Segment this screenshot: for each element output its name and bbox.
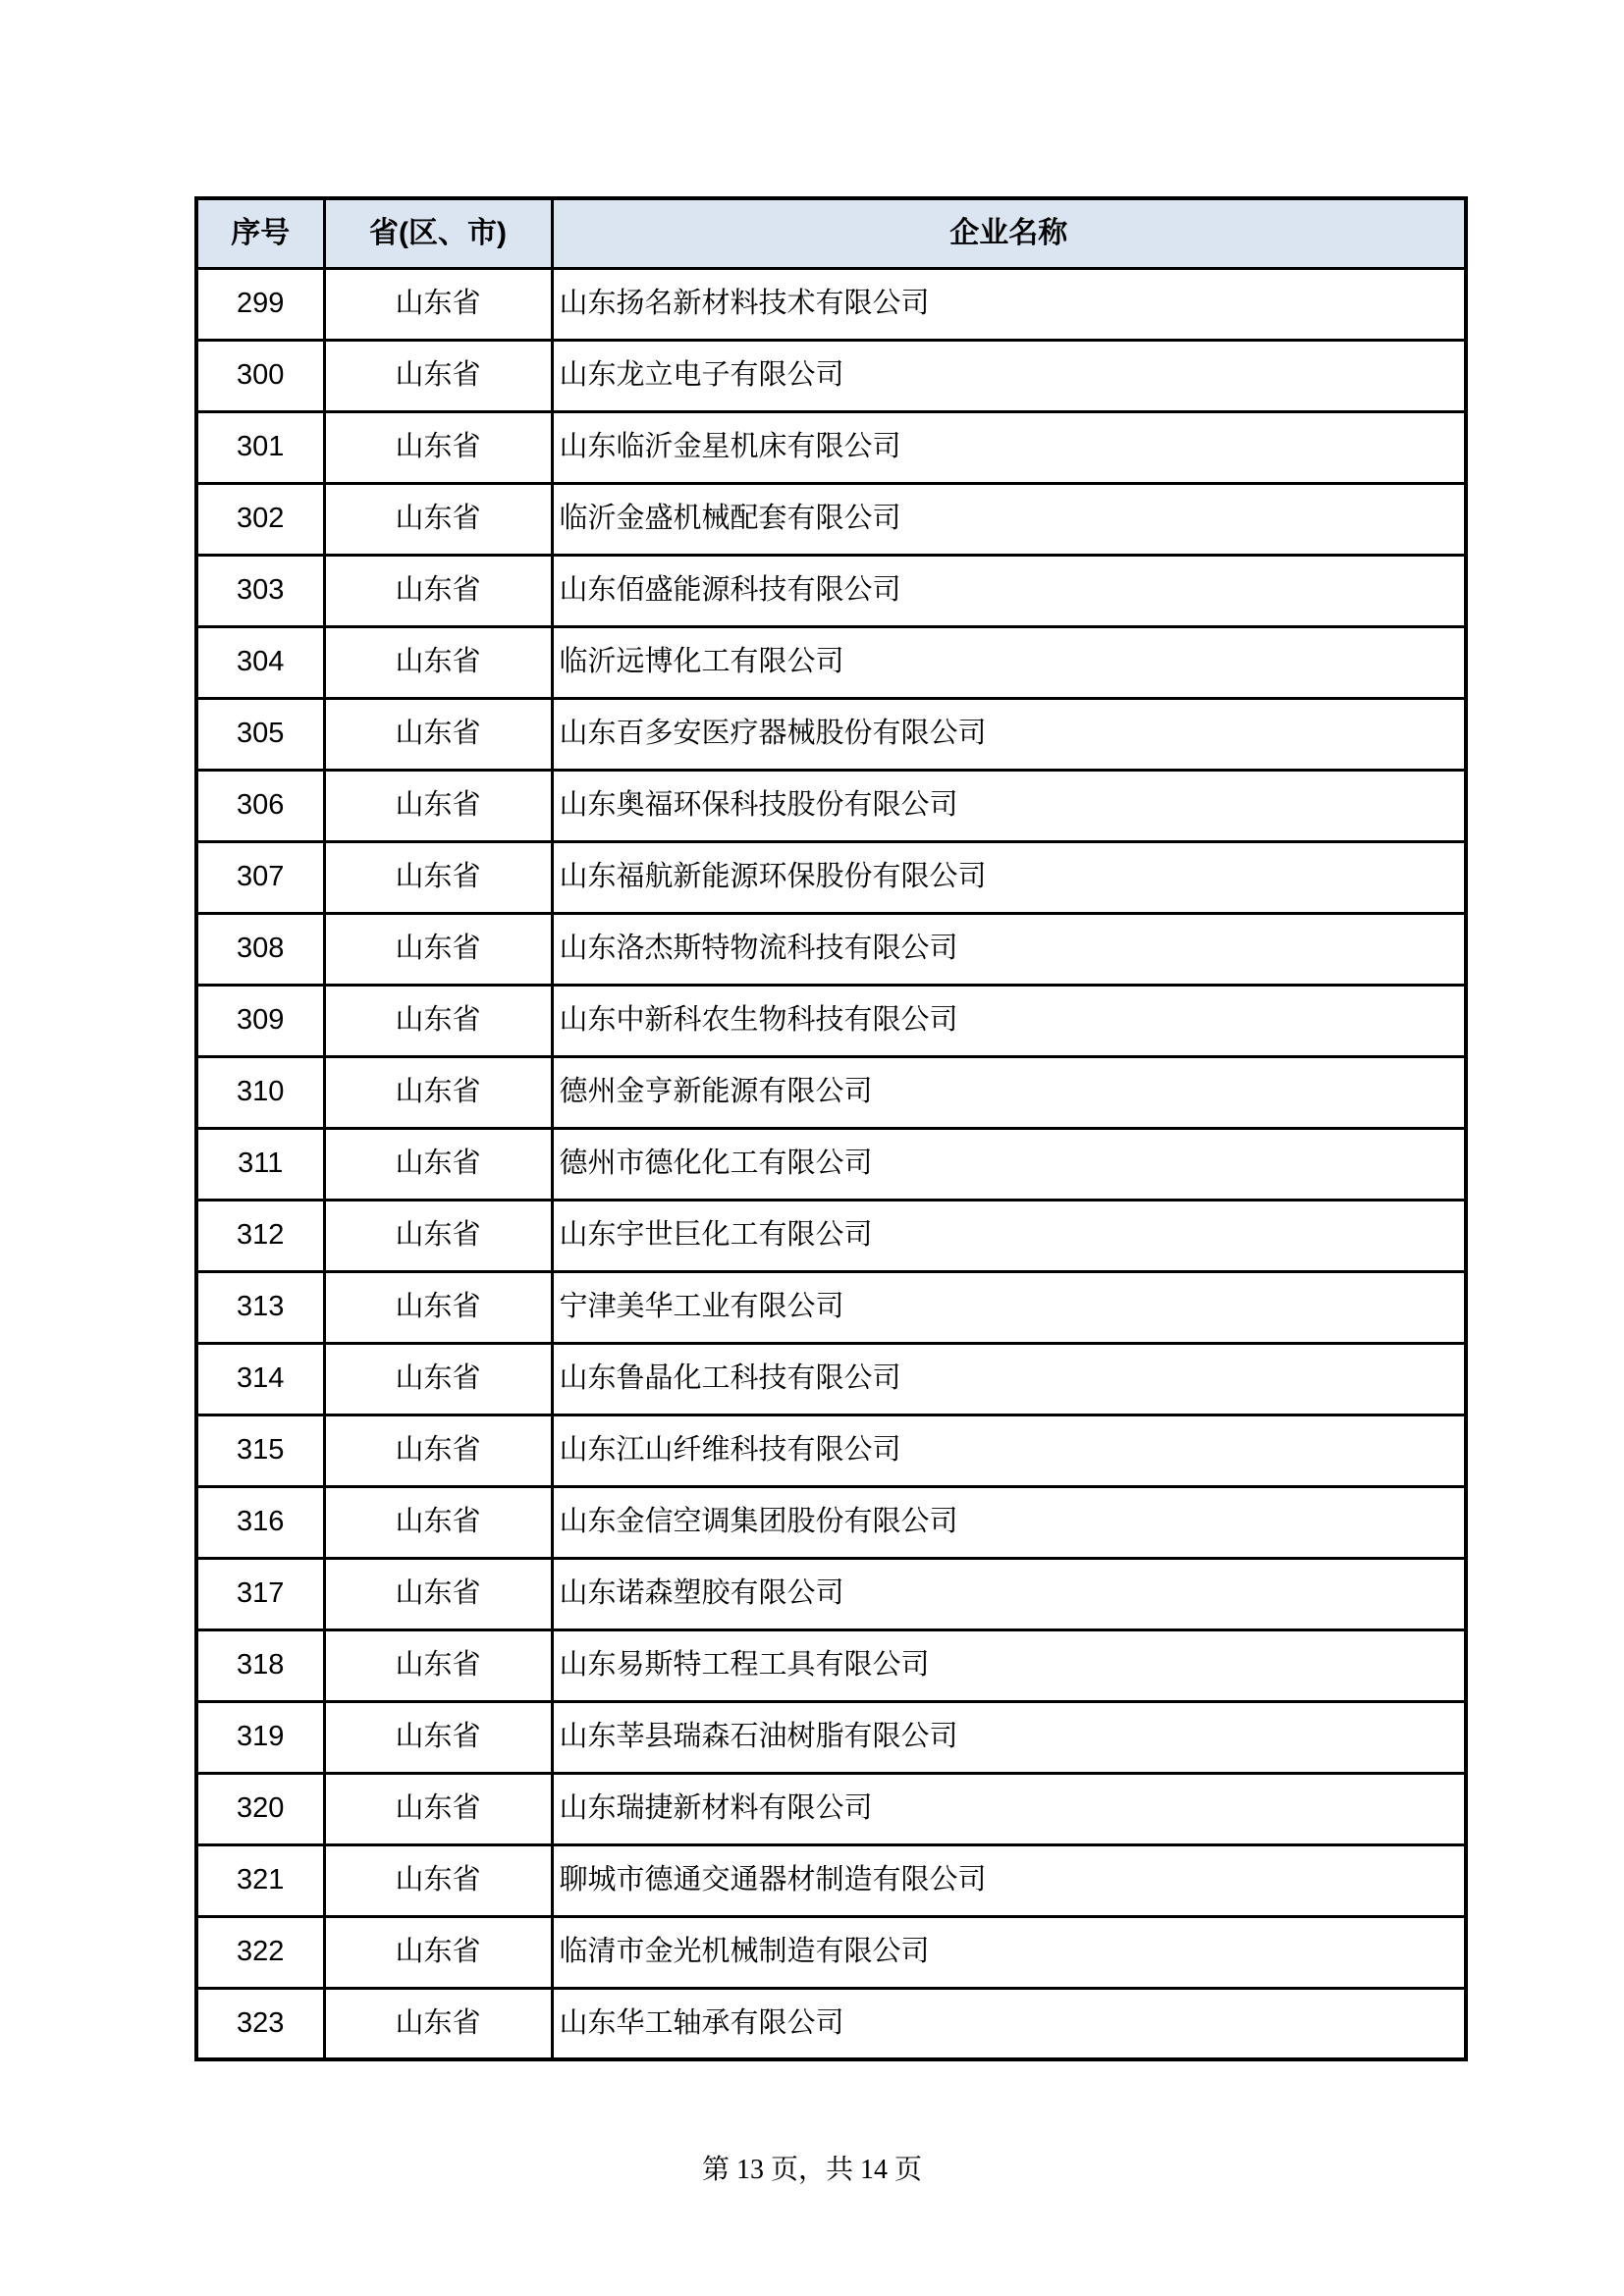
page-number-footer: 第 13 页，共 14 页 (701, 2155, 922, 2185)
row-province: 山东省 (324, 1773, 552, 1844)
row-no: 300 (196, 340, 324, 411)
row-company: 山东中新科农生物科技有限公司 (552, 985, 1466, 1056)
row-company: 山东易斯特工程工具有限公司 (552, 1629, 1466, 1701)
row-company: 山东诺森塑胶有限公司 (552, 1558, 1466, 1629)
row-no: 322 (196, 1916, 324, 1988)
table-header (196, 198, 1466, 268)
row-company: 德州市德化化工有限公司 (552, 1128, 1466, 1200)
row-no: 304 (196, 626, 324, 698)
row-province: 山东省 (324, 913, 552, 985)
table-row (196, 913, 1466, 985)
row-province: 山东省 (324, 1056, 552, 1128)
row-no: 303 (196, 555, 324, 626)
row-company: 山东奥福环保科技股份有限公司 (552, 770, 1466, 841)
row-no: 316 (196, 1486, 324, 1558)
row-no: 305 (196, 698, 324, 770)
row-province: 山东省 (324, 340, 552, 411)
table-row (196, 1128, 1466, 1200)
row-no: 315 (196, 1415, 324, 1486)
row-no: 312 (196, 1200, 324, 1271)
row-province: 山东省 (324, 770, 552, 841)
row-no: 321 (196, 1844, 324, 1916)
table-row (196, 555, 1466, 626)
table-row (196, 770, 1466, 841)
table-row (196, 1629, 1466, 1701)
row-province: 山东省 (324, 1844, 552, 1916)
row-company: 临清市金光机械制造有限公司 (552, 1916, 1466, 1988)
row-province: 山东省 (324, 1415, 552, 1486)
row-province: 山东省 (324, 1200, 552, 1271)
row-company: 山东洛杰斯特物流科技有限公司 (552, 913, 1466, 985)
row-no: 309 (196, 985, 324, 1056)
row-province: 山东省 (324, 626, 552, 698)
row-no: 314 (196, 1343, 324, 1415)
table-row (196, 1271, 1466, 1343)
table-row (196, 1415, 1466, 1486)
table-row (196, 1486, 1466, 1558)
table-row (196, 1056, 1466, 1128)
row-province: 山东省 (324, 698, 552, 770)
row-province: 山东省 (324, 841, 552, 913)
row-province: 山东省 (324, 1343, 552, 1415)
row-province: 山东省 (324, 1128, 552, 1200)
table-row (196, 1200, 1466, 1271)
row-province: 山东省 (324, 1271, 552, 1343)
row-no: 320 (196, 1773, 324, 1844)
row-no: 308 (196, 913, 324, 985)
table-row (196, 483, 1466, 555)
table-row (196, 626, 1466, 698)
table-row (196, 1558, 1466, 1629)
table-row (196, 985, 1466, 1056)
company-table (194, 196, 1468, 2061)
row-no: 318 (196, 1629, 324, 1701)
table-row (196, 841, 1466, 913)
row-province: 山东省 (324, 411, 552, 483)
table-row (196, 1701, 1466, 1773)
table-body (196, 268, 1466, 2059)
row-province: 山东省 (324, 1558, 552, 1629)
row-company: 临沂远博化工有限公司 (552, 626, 1466, 698)
row-province: 山东省 (324, 555, 552, 626)
table-row (196, 1773, 1466, 1844)
table-row (196, 698, 1466, 770)
row-no: 323 (196, 1988, 324, 2059)
row-no: 301 (196, 411, 324, 483)
row-province: 山东省 (324, 1486, 552, 1558)
row-no: 319 (196, 1701, 324, 1773)
row-no: 311 (196, 1128, 324, 1200)
row-province: 山东省 (324, 268, 552, 340)
table-row (196, 1844, 1466, 1916)
header-cell-province: 省(区、市) (324, 198, 552, 268)
row-company: 聊城市德通交通器材制造有限公司 (552, 1844, 1466, 1916)
header-cell-no: 序号 (196, 198, 324, 268)
row-company: 山东华工轴承有限公司 (552, 1988, 1466, 2059)
row-company: 山东福航新能源环保股份有限公司 (552, 841, 1466, 913)
table-row (196, 1343, 1466, 1415)
row-no: 299 (196, 268, 324, 340)
row-province: 山东省 (324, 1701, 552, 1773)
row-company: 山东扬名新材料技术有限公司 (552, 268, 1466, 340)
row-company: 山东临沂金星机床有限公司 (552, 411, 1466, 483)
row-company: 山东百多安医疗器械股份有限公司 (552, 698, 1466, 770)
row-company: 德州金亨新能源有限公司 (552, 1056, 1466, 1128)
row-company: 山东鲁晶化工科技有限公司 (552, 1343, 1466, 1415)
row-company: 山东莘县瑞森石油树脂有限公司 (552, 1701, 1466, 1773)
row-province: 山东省 (324, 483, 552, 555)
row-company: 山东江山纤维科技有限公司 (552, 1415, 1466, 1486)
row-no: 313 (196, 1271, 324, 1343)
row-company: 临沂金盛机械配套有限公司 (552, 483, 1466, 555)
row-company: 宁津美华工业有限公司 (552, 1271, 1466, 1343)
row-company: 山东佰盛能源科技有限公司 (552, 555, 1466, 626)
table-row (196, 268, 1466, 340)
row-no: 307 (196, 841, 324, 913)
row-no: 317 (196, 1558, 324, 1629)
header-cell-company: 企业名称 (552, 198, 1466, 268)
row-province: 山东省 (324, 1629, 552, 1701)
row-no: 302 (196, 483, 324, 555)
row-province: 山东省 (324, 1916, 552, 1988)
row-company: 山东宇世巨化工有限公司 (552, 1200, 1466, 1271)
table-header-row (196, 198, 1466, 268)
row-province: 山东省 (324, 985, 552, 1056)
row-company: 山东龙立电子有限公司 (552, 340, 1466, 411)
table-row (196, 1916, 1466, 1988)
row-no: 306 (196, 770, 324, 841)
row-company: 山东瑞捷新材料有限公司 (552, 1773, 1466, 1844)
row-no: 310 (196, 1056, 324, 1128)
row-province: 山东省 (324, 1988, 552, 2059)
table-row (196, 340, 1466, 411)
table-row (196, 1988, 1466, 2059)
table-row (196, 411, 1466, 483)
row-company: 山东金信空调集团股份有限公司 (552, 1486, 1466, 1558)
